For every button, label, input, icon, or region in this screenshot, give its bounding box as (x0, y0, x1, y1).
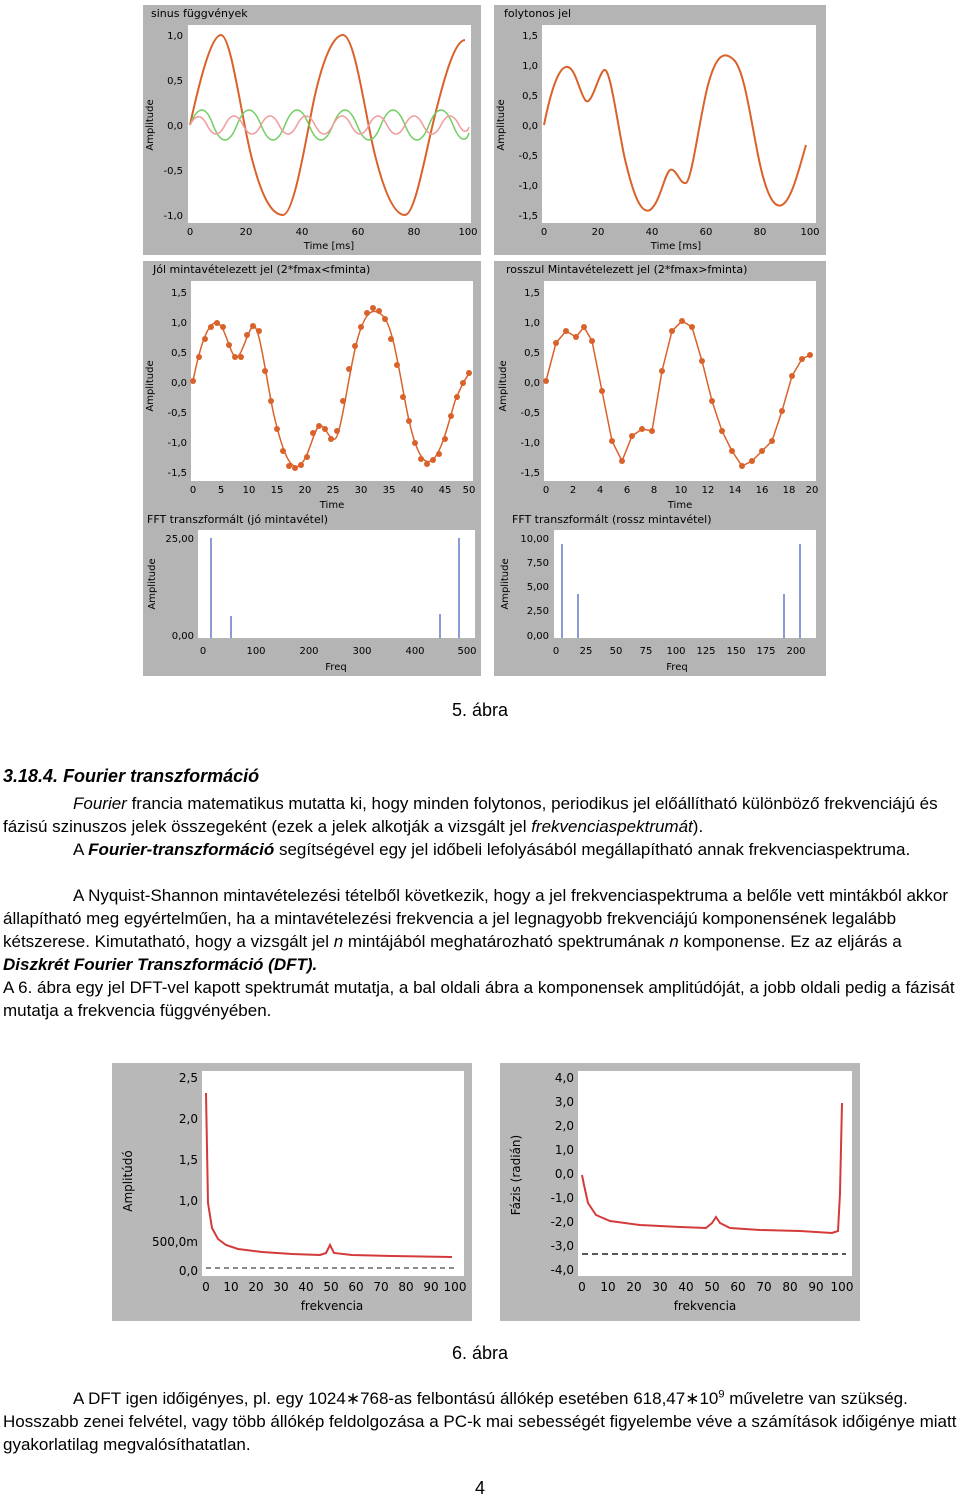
x-tick: 0 (186, 227, 194, 238)
y-tick: 2,0 (178, 1112, 198, 1126)
x-ticks (543, 485, 819, 496)
figure5-caption: 5. ábra (452, 700, 509, 720)
y-axis-label: Amplitude (496, 99, 507, 151)
x-tick: 60 (699, 227, 713, 238)
x-ticks (202, 1280, 466, 1294)
x-tick: 0 (199, 646, 207, 657)
chart-panel-jol-mintavetelezett (143, 261, 481, 512)
x-tick: 80 (407, 227, 421, 238)
x-tick: 150 (726, 646, 746, 657)
x-tick: 50 (323, 1280, 339, 1294)
x-tick: 100 (458, 227, 478, 238)
y-tick: -3,0 (550, 1239, 574, 1253)
y-tick: -0,5 (163, 166, 183, 177)
p2-c: segítségével egy jel időbeli lefolyásából megállapítható annak frekvenciaspektruma. (274, 840, 911, 859)
y-tick: 0,0 (522, 121, 538, 132)
x-tick: 20 (626, 1280, 642, 1294)
y-tick: 1,0 (554, 1143, 574, 1157)
x-tick: 0 (189, 485, 197, 496)
x-tick: 15 (270, 485, 284, 496)
paragraph-1 (3, 792, 957, 838)
chart-rosszul-svg (494, 261, 826, 512)
x-axis-label: Time [ms] (303, 241, 355, 252)
chart-folytonos-svg (494, 5, 826, 255)
x-tick: 90 (423, 1280, 439, 1294)
x-tick: 40 (298, 1280, 314, 1294)
x-tick: 40 (295, 227, 309, 238)
y-tick: 3,0 (554, 1095, 574, 1109)
y-tick: -2,0 (550, 1215, 574, 1229)
closing-op2: ∗ (685, 1389, 700, 1408)
x-tick: 300 (352, 646, 372, 657)
x-tick: 175 (756, 646, 776, 657)
x-tick: 0 (202, 1280, 210, 1294)
chart-title: Jól mintavételezett jel (2*fmax<fminta) (153, 263, 371, 276)
y-tick: -1,0 (550, 1191, 574, 1205)
x-tick: 60 (351, 227, 365, 238)
chart-sinus-svg (143, 5, 481, 255)
y-tick: 1,0 (171, 318, 187, 329)
x-ticks (200, 646, 477, 657)
y-axis-label: Fázis (radián) (509, 1134, 523, 1216)
closing-d: műveletre van szükség. Hosszabb zenei felvétel, vagy több állókép feldolgozása a PC-k mai sebességét figyelembe véve a számítások időigénye miatt gyakorlatilag megvalósíthatatlan. (3, 1389, 957, 1454)
chart-panel-folytonos (494, 5, 826, 255)
x-axis-label: frekvencia (673, 1299, 737, 1313)
x-tick: 100 (666, 646, 686, 657)
p1-text: francia matematikus mutatta ki, hogy minden folytonos, periodikus jel előállítható különböző frekvenciájú és fázisú szinuszos jelek összegeként (ezek a jelek alkotják a vizsgált jel (3, 794, 938, 836)
x-tick: 70 (373, 1280, 389, 1294)
x-tick: 60 (348, 1280, 364, 1294)
x-ticks (578, 1280, 853, 1294)
paragraph-3 (3, 884, 957, 976)
y-tick: 0,0 (171, 378, 187, 389)
p3-n2: n (669, 932, 679, 951)
x-tick: 40 (645, 227, 659, 238)
x-tick: 90 (808, 1280, 824, 1294)
p1-spectrum: frekvenciaspektrumát (531, 817, 693, 836)
x-tick: 80 (398, 1280, 414, 1294)
y-tick: -4,0 (550, 1263, 574, 1277)
x-tick: 4 (596, 485, 604, 496)
x-tick: 12 (701, 485, 715, 496)
x-tick: 50 (704, 1280, 720, 1294)
x-tick: 30 (354, 485, 368, 496)
x-ticks (541, 227, 820, 238)
closing-c: 10 (699, 1389, 719, 1408)
y-tick: 1,5 (522, 31, 538, 42)
p3-dft: Diszkrét Fourier Transzformáció (DFT). (3, 955, 318, 974)
y-tick: 0,5 (524, 348, 540, 359)
y-ticks (163, 31, 183, 222)
x-axis-label: Time [ms] (650, 241, 702, 252)
x-tick: 50 (609, 646, 623, 657)
x-tick: 40 (410, 485, 424, 496)
x-ticks (553, 646, 806, 657)
chart-amplitude-spectrum (112, 1063, 472, 1321)
y-tick: -1,0 (167, 438, 187, 449)
paragraph-2 (3, 838, 957, 861)
x-tick: 100 (800, 227, 820, 238)
x-tick: 35 (382, 485, 396, 496)
closing-paragraph (3, 1387, 957, 1456)
paragraph-4 (3, 976, 957, 1022)
chart-phase-svg (500, 1063, 860, 1321)
x-ticks (190, 485, 476, 496)
y-tick: 1,0 (178, 1194, 198, 1208)
chart-amplitude-svg (112, 1063, 472, 1321)
x-tick: 30 (652, 1280, 668, 1294)
y-tick: -0,5 (167, 408, 187, 419)
chart-title: rosszul Mintavételezett jel (2*fmax>fminta) (506, 263, 748, 276)
section-title: Fourier transzformáció (63, 766, 260, 786)
x-tick: 0 (542, 485, 550, 496)
x-tick: 20 (591, 227, 605, 238)
x-tick: 100 (443, 1280, 467, 1294)
y-tick: 1,5 (171, 288, 187, 299)
y-tick: 0,0 (178, 1264, 198, 1278)
x-axis-label: frekvencia (300, 1299, 364, 1313)
x-tick: 0 (552, 646, 560, 657)
x-tick: 0 (540, 227, 548, 238)
chart-fft-jo-svg (143, 512, 481, 676)
p1-fourier: Fourier (73, 794, 127, 813)
x-tick: 75 (639, 646, 653, 657)
y-axis-label: Amplitúdó (121, 1150, 135, 1212)
x-tick: 25 (579, 646, 593, 657)
chart-title: FFT transzformált (jó mintavétel) (147, 513, 329, 526)
x-tick: 14 (728, 485, 742, 496)
x-axis-label: Time (319, 500, 345, 511)
p3-n1: n (333, 932, 344, 951)
x-ticks (187, 227, 478, 238)
y-tick: 1,0 (167, 31, 183, 42)
x-tick: 70 (756, 1280, 772, 1294)
chart-fft-rossz-svg (494, 512, 826, 676)
y-tick: 10,00 (520, 534, 549, 545)
y-tick: 5,00 (526, 582, 549, 593)
y-tick: -1,0 (163, 211, 183, 222)
x-axis-label: Time (667, 500, 693, 511)
x-tick: 30 (273, 1280, 289, 1294)
x-tick: 10 (223, 1280, 239, 1294)
y-tick: 1,0 (524, 318, 540, 329)
y-axis-label: Amplitude (147, 558, 158, 610)
y-axis-label: Amplitude (498, 360, 509, 412)
x-tick: 25 (326, 485, 340, 496)
y-ticks (152, 1071, 198, 1278)
y-tick: 0,5 (522, 91, 538, 102)
p4-text: A 6. ábra egy jel DFT-vel kapott spektrumát mutatja, a bal oldali ábra a komponensek amplitúdóját, a jobb oldali pedig a fázisát mutatja a frekvencia függvényében. (3, 978, 955, 1020)
y-ticks (551, 1071, 574, 1277)
x-tick: 8 (650, 485, 658, 496)
y-tick: 2,50 (526, 606, 549, 617)
x-tick: 10 (600, 1280, 616, 1294)
y-tick: -1,0 (520, 438, 540, 449)
y-tick: 0,0 (524, 378, 540, 389)
y-tick: 0,00 (171, 631, 194, 642)
y-ticks (520, 534, 549, 642)
x-tick: 100 (830, 1280, 854, 1294)
y-axis-label: Amplitude (500, 558, 511, 610)
y-ticks (520, 288, 540, 479)
section-number: 3.18.4. (3, 766, 59, 786)
chart-jol-svg (143, 261, 481, 512)
x-tick: 500 (457, 646, 477, 657)
x-tick: 200 (299, 646, 319, 657)
x-tick: 40 (678, 1280, 694, 1294)
x-tick: 80 (753, 227, 767, 238)
p2-fourier-transform: Fourier-transzformáció (88, 840, 275, 859)
y-tick: 2,0 (554, 1119, 574, 1133)
x-tick: 18 (782, 485, 796, 496)
x-tick: 100 (246, 646, 266, 657)
chart-panel-sinus (143, 5, 481, 255)
y-tick: -1,5 (518, 211, 538, 222)
x-axis-label: Freq (325, 662, 347, 673)
y-tick: -0,5 (518, 151, 538, 162)
x-tick: 20 (805, 485, 819, 496)
chart-panel-fft-jo (143, 512, 481, 676)
y-tick: -0,5 (520, 408, 540, 419)
x-tick: 20 (248, 1280, 264, 1294)
p1-end: ). (692, 817, 704, 836)
y-tick: 0,0 (167, 121, 183, 132)
x-tick: 80 (782, 1280, 798, 1294)
x-tick: 6 (623, 485, 631, 496)
x-tick: 20 (298, 485, 312, 496)
x-tick: 0 (578, 1280, 586, 1294)
x-tick: 60 (730, 1280, 746, 1294)
p3-b: mintájából meghatározható spektrumának (343, 932, 670, 951)
x-tick: 16 (755, 485, 769, 496)
y-tick: 0,5 (167, 76, 183, 87)
y-tick: 0,0 (554, 1167, 574, 1181)
y-tick: 1,0 (522, 61, 538, 72)
chart-panel-rosszul-mintavetelezett (494, 261, 826, 512)
y-axis-label: Amplitude (145, 99, 156, 151)
chart-panel-fft-rossz (494, 512, 826, 676)
y-tick: 0,5 (171, 348, 187, 359)
x-tick: 400 (405, 646, 425, 657)
y-tick: -1,5 (520, 468, 540, 479)
x-tick: 10 (674, 485, 688, 496)
closing-a: A DFT igen időigényes, pl. egy 1024 (73, 1389, 346, 1408)
p3-a: A Nyquist-Shannon mintavételezési tételből következik, hogy a jel frekvenciaspektruma a belőle vett mintákból akkor állapítható meg egyértelműen, ha a mintavételezési frekvencia a jel legnagyobb frekvenciájú komponensének legalább kétszerese. Kimutatható, hogy a vizsgált jel (3, 886, 949, 951)
x-tick: 45 (438, 485, 452, 496)
page-number: 4 (474, 1478, 485, 1498)
closing-b: 768-as felbontású állókép esetében 618,47 (360, 1389, 686, 1408)
p3-c: komponense. Ez az eljárás a (678, 932, 902, 951)
closing-op1: ∗ (345, 1389, 361, 1408)
y-tick: 25,00 (165, 534, 194, 545)
y-ticks (518, 31, 538, 222)
x-tick: 20 (239, 227, 253, 238)
y-tick: 1,5 (524, 288, 540, 299)
x-tick: 200 (786, 646, 806, 657)
y-tick: -1,5 (167, 468, 187, 479)
y-axis-label: Amplitude (145, 360, 156, 412)
closing-exp: 9 (718, 1388, 725, 1401)
x-tick: 50 (462, 485, 476, 496)
y-tick: 2,5 (178, 1071, 198, 1085)
x-tick: 2 (569, 485, 577, 496)
x-axis-label: Freq (666, 662, 688, 673)
x-tick: 10 (242, 485, 256, 496)
y-tick: 1,5 (178, 1153, 198, 1167)
chart-title: sinus függvények (151, 7, 248, 20)
section-heading (3, 766, 259, 787)
y-tick: 0,00 (526, 631, 549, 642)
chart-title: folytonos jel (504, 7, 572, 20)
y-tick: 4,0 (554, 1071, 574, 1085)
p2-a: A (73, 840, 89, 859)
chart-title: FFT transzformált (rossz mintavétel) (512, 513, 712, 526)
y-tick: 500,0m (151, 1235, 198, 1249)
figure6-caption: 6. ábra (452, 1343, 509, 1363)
y-tick: -1,0 (518, 181, 538, 192)
x-tick: 125 (696, 646, 716, 657)
y-ticks (167, 288, 187, 479)
y-tick: 7,50 (526, 558, 549, 569)
chart-phase-spectrum (500, 1063, 860, 1321)
x-tick: 5 (217, 485, 225, 496)
